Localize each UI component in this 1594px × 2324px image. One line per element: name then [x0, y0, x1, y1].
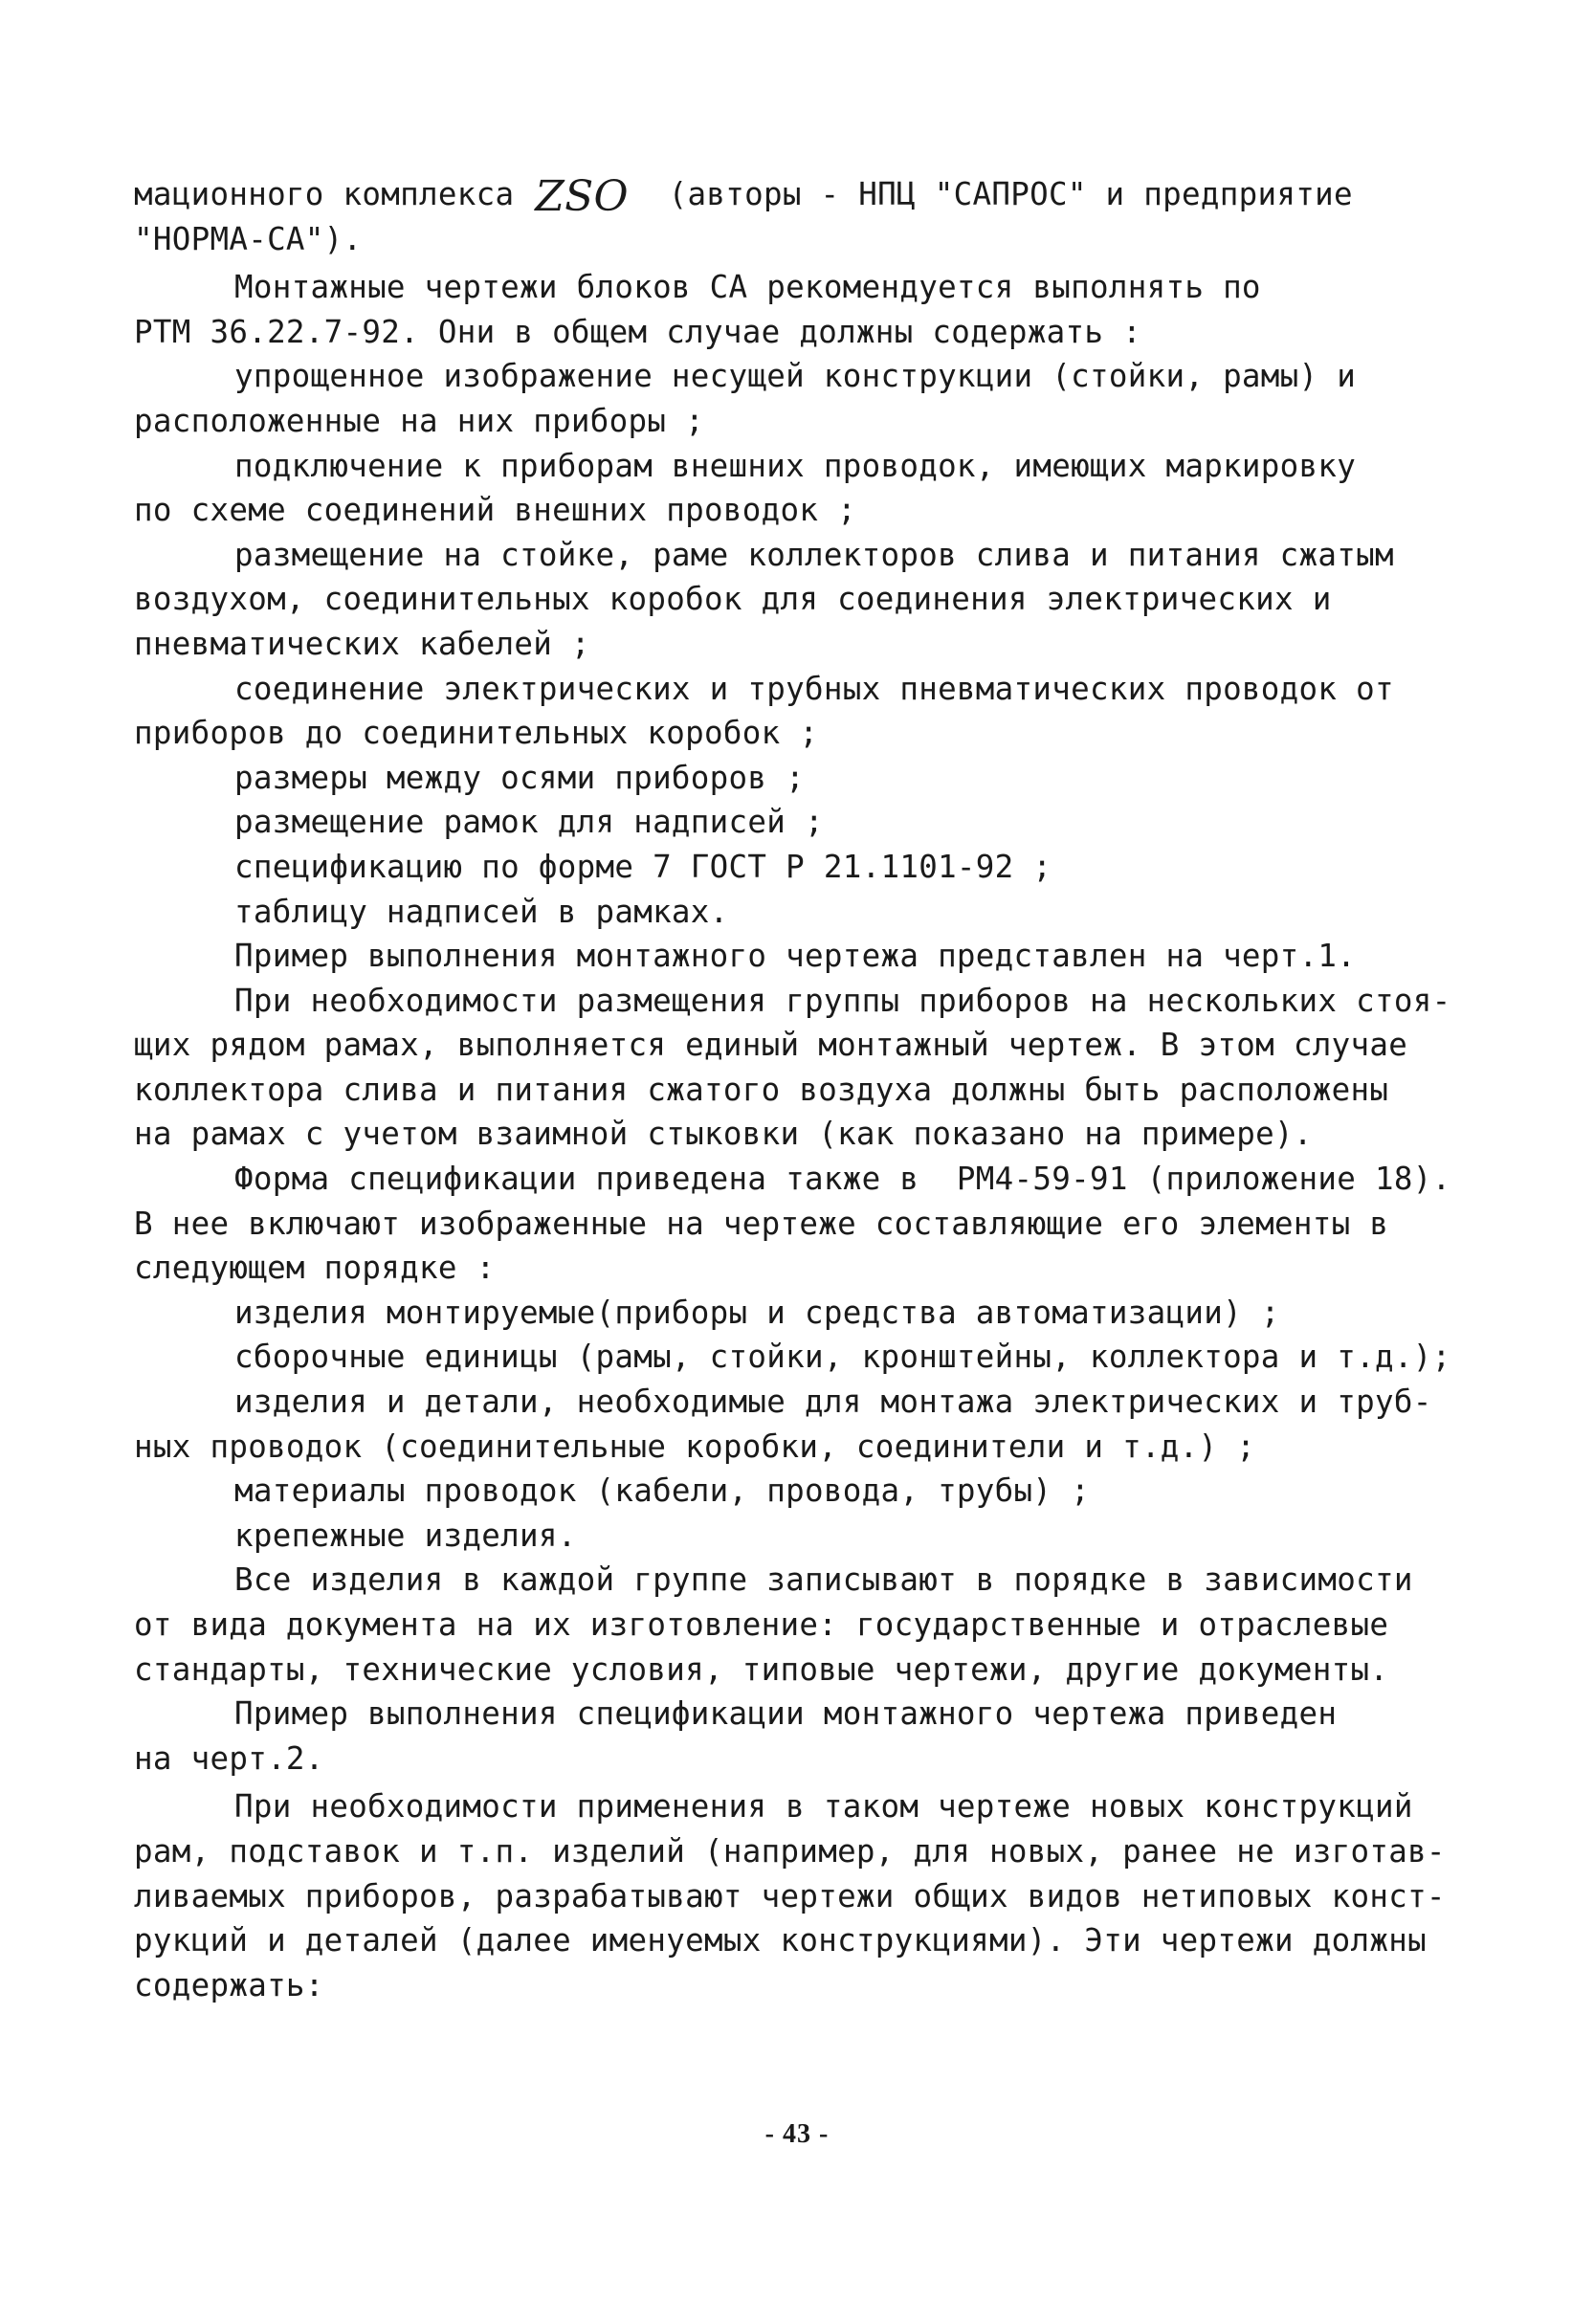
- text-line: расположенные на них приборы ;: [134, 402, 704, 439]
- paragraph-start: При необходимости размещения группы приборов на нескольких стоя-: [234, 982, 1451, 1019]
- list-item: спецификацию по форме 7 ГОСТ Р 21.1101-92 ;: [234, 848, 1052, 885]
- list-item: подключение к приборам внешних проводок, имеющих маркировку: [234, 447, 1357, 484]
- text-line: ных проводок (соединительные коробки, соединители и т.д.) ;: [134, 1428, 1256, 1465]
- list-item: изделия монтируемые(приборы и средства автоматизации) ;: [234, 1294, 1280, 1331]
- text-line: стандарты, технические условия, типовые чертежи, другие документы.: [134, 1650, 1389, 1688]
- line-text: (авторы - НПЦ "САПРОС" и предприятие: [630, 176, 1353, 212]
- paragraph-start: Форма спецификации приведена также в РМ4-59-91 (приложение 18).: [234, 1161, 1451, 1198]
- paragraph-start: Пример выполнения монтажного чертежа представлен на черт.1.: [234, 938, 1357, 975]
- text-line: от вида документа на их изготовление: государственные и отраслевые: [134, 1606, 1389, 1643]
- list-item: размещение на стойке, раме коллекторов слива и питания сжатым: [234, 536, 1394, 573]
- text-line: на рамах с учетом взаимной стыковки (как показано на примере).: [134, 1116, 1313, 1153]
- paragraph-start: При необходимости применения в таком чертеже новых конструкций: [234, 1788, 1413, 1826]
- text-line: воздухом, соединительных коробок для соединения электрических и: [134, 581, 1332, 618]
- text-line: рам, подставок и т.п. изделий (например, для новых, ранее не изготав-: [134, 1832, 1446, 1870]
- list-item: размещение рамок для надписей ;: [234, 804, 824, 841]
- text-line: пневматических кабелей ;: [134, 625, 590, 662]
- list-item: соединение электрических и трубных пневматических проводок от: [234, 670, 1394, 707]
- paragraph-start: Все изделия в каждой группе записывают в порядке в зависимости: [234, 1561, 1413, 1599]
- text-line: щих рядом рамах, выполняется единый монтажный чертеж. В этом случае: [134, 1027, 1408, 1064]
- text-line: В нее включают изображенные на чертеже составляющие его элементы в: [134, 1205, 1389, 1242]
- text-line: содержать:: [134, 1966, 324, 2003]
- list-item: крепежные изделия.: [234, 1516, 577, 1554]
- text-line: следующем порядке :: [134, 1250, 496, 1287]
- text-line: по схеме соединений внешних проводок ;: [134, 492, 856, 529]
- paragraph-start: Монтажные чертежи блоков СА рекомендуется выполнять по: [234, 269, 1261, 306]
- list-item: таблицу надписей в рамках.: [234, 893, 729, 930]
- text-line: коллектора слива и питания сжатого воздуха должны быть расположены: [134, 1071, 1389, 1108]
- line-text: мационного комплекса: [134, 176, 534, 212]
- text-line: РТМ 36.22.7-92. Они в общем случае должны содержать :: [134, 313, 1141, 350]
- list-item: размеры между осями приборов ;: [234, 759, 805, 796]
- list-item: материалы проводок (кабели, провода, трубы) ;: [234, 1472, 1090, 1510]
- list-item: упрощенное изображение несущей конструкции (стойки, рамы) и: [234, 358, 1357, 395]
- paragraph-start: Пример выполнения спецификации монтажного чертежа приведен: [234, 1695, 1338, 1733]
- text-line: "НОРМА-СА").: [134, 220, 363, 257]
- page-number: - 43 -: [764, 2119, 830, 2149]
- body-text: [134, 172, 1473, 2007]
- text-line: ливаемых приборов, разрабатывают чертежи общих видов нетиповых конст-: [134, 1877, 1446, 1915]
- text-line: на черт.2.: [134, 1739, 324, 1777]
- handwritten-insert: ZSO: [535, 172, 629, 221]
- list-item: изделия и детали, необходимые для монтажа электрических и труб-: [234, 1383, 1432, 1421]
- list-item: сборочные единицы (рамы, стойки, кронштейны, коллектора и т.д.);: [234, 1339, 1451, 1376]
- text-line: приборов до соединительных коробок ;: [134, 715, 819, 752]
- text-line: [134, 172, 1473, 221]
- text-line: рукций и деталей (далее именуемых конструкциями). Эти чертежи должны: [134, 1922, 1427, 1959]
